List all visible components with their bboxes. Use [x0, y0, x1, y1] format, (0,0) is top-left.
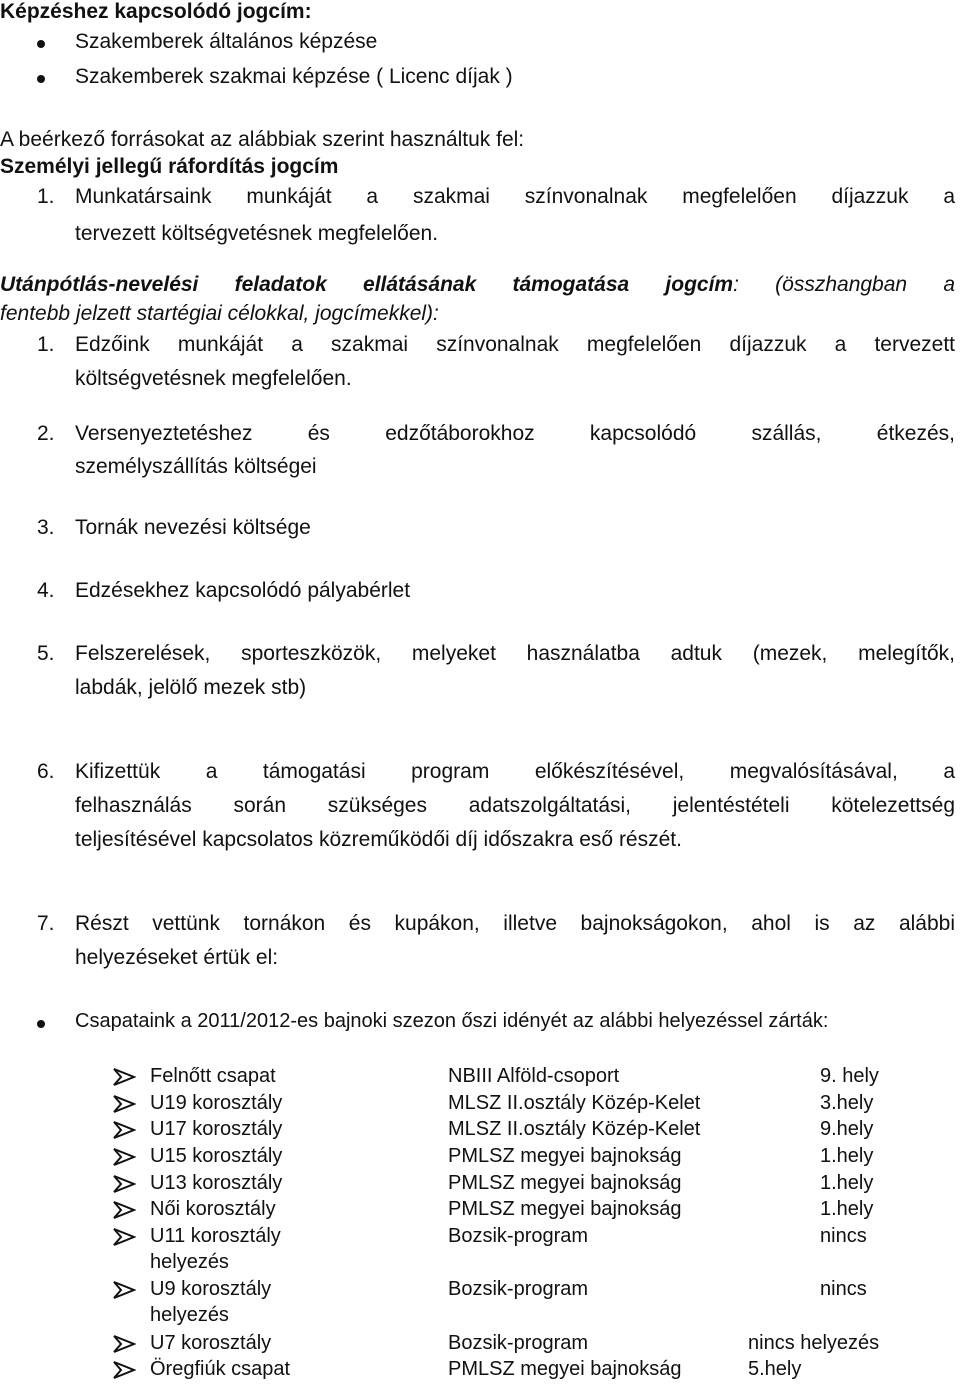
team-name: U9 korosztály — [150, 1278, 272, 1300]
team-name: Női korosztály — [150, 1198, 276, 1220]
team-place: 5.hely — [748, 1358, 802, 1380]
arrowhead-bullet-icon — [112, 1121, 136, 1139]
team-league: MLSZ II.osztály Közép-Kelet — [448, 1118, 701, 1140]
item-number: 6. — [37, 760, 55, 783]
team-league: NBIII Alföld-csoport — [448, 1065, 620, 1087]
team-place: 3.hely — [820, 1092, 874, 1114]
season-bullet-text: Csapataink a 2011/2012-es bajnoki szezon őszi idényét az alábbi helyezéssel zárták: — [75, 1010, 829, 1032]
item-line: helyezéseket értük el: — [75, 946, 279, 969]
item-line: Edzésekhez kapcsolódó pályabérlet — [75, 579, 411, 602]
team-name: U11 korosztály — [150, 1225, 281, 1247]
team-place: nincs helyezés — [748, 1332, 880, 1354]
item-line: Tornák nevezési költsége — [75, 516, 311, 539]
team-league: PMLSZ megyei bajnokság — [448, 1145, 682, 1167]
team-name: U17 korosztály — [150, 1118, 283, 1140]
item-line: felhasználás során szükséges adatszolgáltatási, jelentéstételi kötelezettség — [75, 794, 955, 817]
arrowhead-bullet-icon — [112, 1068, 136, 1086]
team-name: Öregfiúk csapat — [150, 1358, 291, 1380]
item-number: 2. — [37, 422, 55, 445]
item-line: Versenyeztetéshez és edzőtáborokhoz kapcsolódó szállás, étkezés, — [75, 422, 955, 445]
item-number: 3. — [37, 516, 55, 539]
item-number: 4. — [37, 579, 55, 602]
team-place: 1.hely — [820, 1172, 874, 1194]
team-name: U13 korosztály — [150, 1172, 283, 1194]
arrowhead-bullet-icon — [112, 1281, 136, 1299]
item-line: labdák, jelölő mezek stb) — [75, 676, 307, 699]
team-league: PMLSZ megyei bajnokság — [448, 1198, 682, 1220]
item-line: költségvetésnek megfelelően. — [75, 367, 352, 390]
item-line: Kifizettük a támogatási program előkészítésével, megvalósításával, a — [75, 760, 955, 783]
heading-training: Képzéshez kapcsolódó jogcím: — [0, 0, 312, 23]
heading-youth-bold: Utánpótlás-nevelési feladatok ellátásának támogatása jogcím — [0, 273, 734, 296]
bullet-item: Szakemberek általános képzése — [75, 30, 378, 53]
personal-line: tervezett költségvetésnek megfelelően. — [75, 222, 439, 245]
item-line: személyszállítás költségei — [75, 455, 317, 478]
team-name-cont: helyezés — [150, 1304, 229, 1326]
team-name-cont: helyezés — [150, 1251, 229, 1273]
team-place: 1.hely — [820, 1198, 874, 1220]
arrowhead-bullet-icon — [112, 1201, 136, 1219]
bullet-item: Szakemberek szakmai képzése ( Licenc díjak ) — [75, 65, 513, 88]
item-line: teljesítésével kapcsolatos közreműködői díj időszakra eső részét. — [75, 828, 682, 851]
team-league: PMLSZ megyei bajnokság — [448, 1358, 682, 1380]
item-number: 1. — [37, 333, 55, 356]
team-place: 1.hely — [820, 1145, 874, 1167]
team-place: 9.hely — [820, 1118, 874, 1140]
personal-line: Munkatársaink munkáját a szakmai színvonalnak megfelelően díjazzuk a — [75, 185, 955, 208]
heading-youth-line2: fentebb jelzett startégiai célokkal, jogcímekkel): — [0, 302, 439, 325]
team-name: U19 korosztály — [150, 1092, 283, 1114]
team-league: Bozsik-program — [448, 1278, 589, 1300]
team-name: U15 korosztály — [150, 1145, 283, 1167]
item-number: 7. — [37, 912, 55, 935]
intro-text: A beérkező forrásokat az alábbiak szerint használtuk fel: — [0, 128, 525, 151]
team-league: Bozsik-program — [448, 1225, 589, 1247]
team-name: Felnőtt csapat — [150, 1065, 276, 1087]
item-line: Részt vettünk tornákon és kupákon, illetve bajnokságokon, ahol is az alábbi — [75, 912, 955, 935]
team-name: U7 korosztály — [150, 1332, 272, 1354]
heading-youth-rest: : (összhangban a — [733, 273, 955, 296]
arrowhead-bullet-icon — [112, 1175, 136, 1193]
heading-personal: Személyi jellegű ráfordítás jogcím — [0, 155, 339, 178]
item-line: Edzőink munkáját a szakmai színvonalnak megfelelően díjazzuk a tervezett — [75, 333, 955, 356]
arrowhead-bullet-icon — [112, 1148, 136, 1166]
item-number: 5. — [37, 642, 55, 665]
arrowhead-bullet-icon — [112, 1228, 136, 1246]
team-league: MLSZ II.osztály Közép-Kelet — [448, 1092, 701, 1114]
arrowhead-bullet-icon — [112, 1335, 136, 1353]
team-place: 9. hely — [820, 1065, 879, 1087]
arrowhead-bullet-icon — [112, 1361, 136, 1379]
team-place: nincs — [820, 1225, 867, 1247]
team-league: Bozsik-program — [448, 1332, 589, 1354]
team-league: PMLSZ megyei bajnokság — [448, 1172, 682, 1194]
item-line: Felszerelések, sporteszközök, melyeket használatba adtuk (mezek, melegítők, — [75, 642, 955, 665]
team-place: nincs — [820, 1278, 867, 1300]
arrowhead-bullet-icon — [112, 1095, 136, 1113]
item-number: 1. — [37, 185, 55, 208]
